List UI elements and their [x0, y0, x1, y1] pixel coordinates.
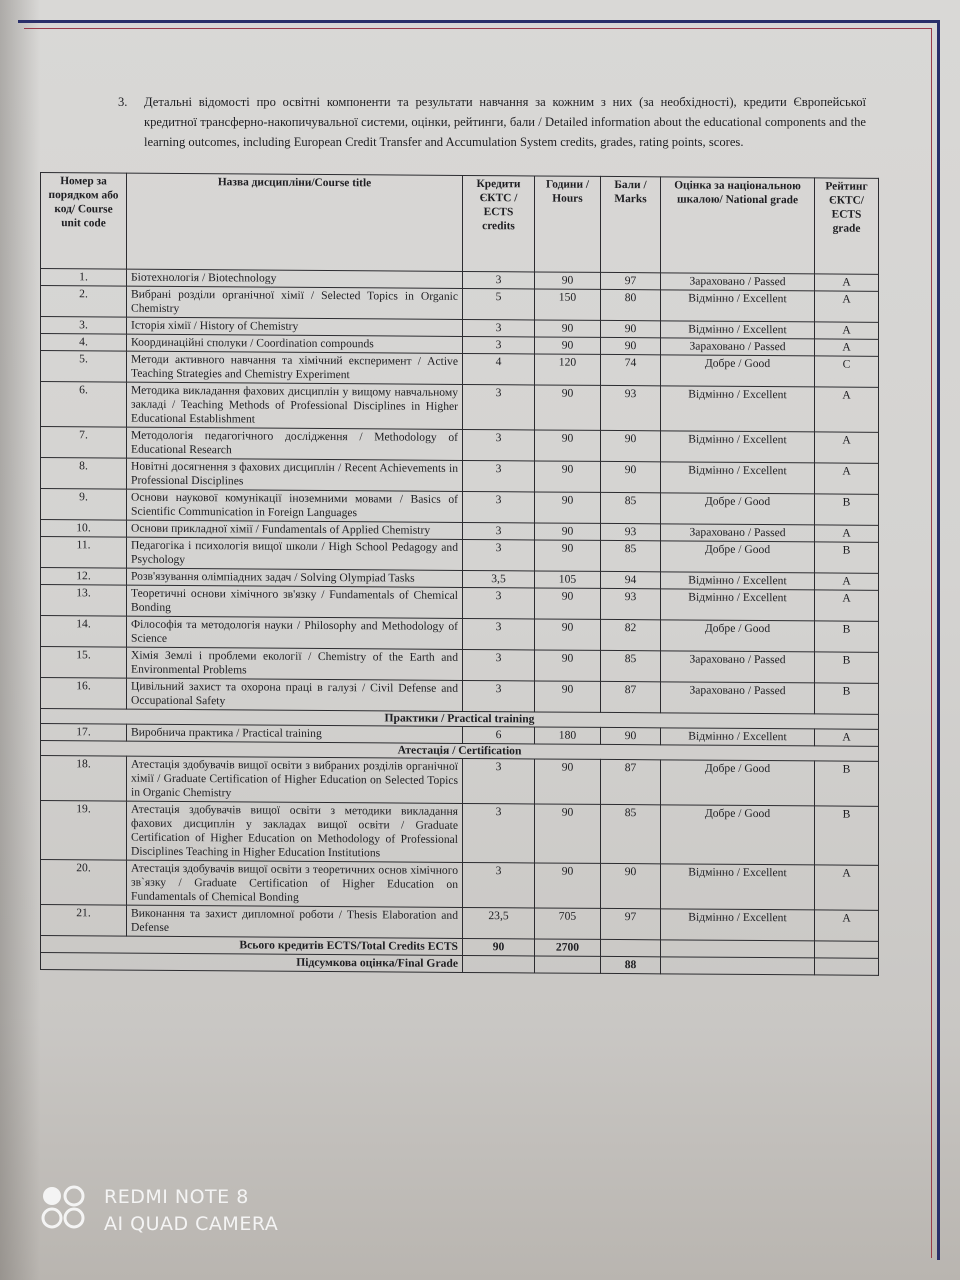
- course-ects-grade: B: [815, 621, 879, 652]
- course-credits: 3: [463, 587, 535, 619]
- course-hours: 90: [535, 863, 601, 908]
- course-title: Атестація здобувачів вищої освіти з теоретичних основ хімічного зв`язку / Graduate Certification of Higher Education on Fundamentals of Chemical Bonding: [127, 860, 463, 907]
- course-title: Історія хімії / History of Chemistry: [127, 317, 463, 336]
- course-title: Новітні досягнення з фахових дисциплін / Recent Achievements in Professional Disciplines: [127, 458, 463, 491]
- course-title: Методологія педагогічного дослідження / Methodology of Educational Research: [127, 427, 463, 460]
- course-credits: 3: [463, 319, 535, 337]
- course-credits: 5: [463, 288, 535, 320]
- course-marks: 90: [601, 461, 661, 492]
- course-national-grade: Зараховано / Passed: [661, 273, 815, 291]
- course-ects-grade: B: [815, 683, 879, 714]
- course-national-grade: Відмінно / Excellent: [661, 431, 815, 463]
- total-hours-value: 2700: [535, 939, 601, 956]
- certification-section-title: Атестація / Certification: [41, 741, 879, 762]
- course-credits: 3: [463, 491, 535, 523]
- course-code: 7.: [41, 427, 127, 459]
- course-title: Виробнича практика / Practical training: [127, 724, 463, 743]
- course-ects-grade: A: [815, 291, 879, 322]
- course-title: Педагогіка і психологія вищої школи / High School Pedagogy and Psychology: [127, 537, 463, 570]
- practice-section-title: Практики / Practical training: [41, 709, 879, 730]
- course-marks: 93: [601, 588, 661, 619]
- course-code: 12.: [41, 568, 127, 586]
- course-credits: 3: [463, 429, 535, 461]
- course-marks: 87: [601, 681, 661, 712]
- course-marks: 90: [601, 337, 661, 354]
- course-marks: 80: [601, 289, 661, 320]
- course-title: Цивільний захист та охорона праці в галузі / Civil Defense and Occupational Safety: [127, 678, 463, 711]
- course-credits: 3: [463, 460, 535, 492]
- course-national-grade: Відмінно / Excellent: [661, 462, 815, 494]
- course-marks: 85: [601, 804, 661, 863]
- course-ects-grade: C: [815, 356, 879, 387]
- header-hours: Години / Hours: [535, 176, 601, 272]
- course-credits: 3: [463, 803, 535, 863]
- course-hours: 90: [535, 461, 601, 492]
- course-ects-grade: A: [815, 729, 879, 746]
- header-credits: Кредити ЄКТС / ECTS credits: [463, 175, 535, 272]
- course-credits: 3: [463, 336, 535, 354]
- course-rows: [41, 269, 879, 715]
- course-national-grade: Зараховано / Passed: [661, 651, 815, 683]
- grades-table: [40, 172, 879, 976]
- final-empty-ects: [815, 958, 879, 975]
- course-ects-grade: A: [815, 432, 879, 463]
- course-national-grade: Відмінно / Excellent: [661, 290, 815, 322]
- course-national-grade: Добре / Good: [661, 760, 815, 806]
- header-national-grade: Оцінка за національною шкалою/ National grade: [661, 177, 815, 274]
- course-marks: 87: [601, 759, 661, 804]
- course-ects-grade: B: [815, 494, 879, 525]
- course-title: Координаційні сполуки / Coordination compounds: [127, 334, 463, 353]
- course-hours: 90: [535, 804, 601, 863]
- course-marks: 90: [601, 727, 661, 744]
- section-description: Детальні відомості про освітні компоненти та результати навчання за кожним з них (за необхідності), кредити Європейської кредитної трансферно-накопичувальної системи, оцінки, рейтинги, бали / Detailed information about the educational components and the learning outcomes, including European Credit Transfer and Accumulation System credits, grades, rating points, scores.: [144, 95, 866, 149]
- table-row: [41, 801, 879, 866]
- course-credits: 23,5: [463, 907, 535, 939]
- course-marks: 94: [601, 571, 661, 588]
- course-code: 18.: [41, 756, 127, 802]
- watermark-camera: AI QUAD CAMERA: [104, 1213, 279, 1235]
- course-credits: 3: [463, 522, 535, 540]
- course-national-grade: Відмінно / Excellent: [661, 321, 815, 339]
- course-marks: 93: [601, 385, 661, 430]
- course-credits: 3: [463, 618, 535, 650]
- course-credits: 3,5: [463, 570, 535, 588]
- course-national-grade: Відмінно / Excellent: [661, 589, 815, 621]
- course-marks: 85: [601, 650, 661, 681]
- total-empty-marks: [601, 939, 661, 956]
- course-code: 13.: [41, 585, 127, 617]
- course-code: 19.: [41, 801, 127, 861]
- course-ects-grade: A: [815, 274, 879, 291]
- course-ects-grade: A: [815, 387, 879, 432]
- course-code: 16.: [41, 678, 127, 710]
- course-hours: 105: [535, 571, 601, 588]
- course-ects-grade: B: [815, 542, 879, 573]
- course-hours: 90: [535, 588, 601, 619]
- watermark-text: [104, 1184, 278, 1238]
- course-national-grade: Добре / Good: [661, 620, 815, 652]
- course-credits: 4: [463, 353, 535, 385]
- course-national-grade: Відмінно / Excellent: [661, 386, 815, 432]
- course-ects-grade: B: [815, 652, 879, 683]
- course-hours: 90: [535, 492, 601, 523]
- final-empty-credits: [463, 955, 535, 973]
- table-row: [41, 860, 879, 911]
- course-national-grade: Добре / Good: [661, 355, 815, 387]
- course-marks: 90: [601, 430, 661, 461]
- course-title: Методи активного навчання та хімічний експеримент / Active Teaching Strategies and Chemistry Experiment: [127, 351, 463, 384]
- course-code: 17.: [41, 724, 127, 742]
- course-title: Основи прикладної хімії / Fundamentals of Applied Chemistry: [127, 520, 463, 539]
- certification-rows: [41, 756, 879, 942]
- final-grade-label: Підсумкова оцінка/Final Grade: [41, 953, 463, 973]
- course-credits: 3: [463, 862, 535, 908]
- course-ects-grade: A: [815, 910, 879, 941]
- course-code: 21.: [41, 905, 127, 937]
- course-title: Хімія Землі і проблеми екології / Chemistry of the Earth and Environmental Problems: [127, 647, 463, 680]
- course-code: 20.: [41, 860, 127, 906]
- course-credits: 3: [463, 758, 535, 804]
- final-empty-national: [661, 957, 815, 975]
- course-title: Атестація здобувачів вищої освіти з методики викладання фахових дисциплін у закладах вищої освіти / Graduate Certification of Higher Education on Methodology of Professional Disciplines Teaching in Higher Education Institutions: [127, 801, 463, 862]
- course-hours: 90: [535, 540, 601, 571]
- course-title: Методика викладання фахових дисциплін у вищому навчальному закладі / Teaching Methods of Professional Disciplines in Higher Educational Establishment: [127, 382, 463, 429]
- total-credits-label: Всього кредитів ECTS/Total Credits ECTS: [41, 936, 463, 956]
- course-national-grade: Зараховано / Passed: [661, 524, 815, 542]
- header-title: Назва дисципліни/Course title: [127, 173, 463, 271]
- course-national-grade: Добре / Good: [661, 805, 815, 865]
- course-ects-grade: A: [815, 573, 879, 590]
- table-row: [41, 382, 879, 433]
- header-code: Номер за порядком або код/ Course unit code: [41, 173, 127, 270]
- course-national-grade: Відмінно / Excellent: [661, 864, 815, 910]
- course-code: 11.: [41, 537, 127, 569]
- section-3-intro: [118, 92, 866, 152]
- course-ects-grade: A: [815, 463, 879, 494]
- course-hours: 90: [535, 337, 601, 354]
- header-marks: Бали / Marks: [601, 176, 661, 272]
- course-hours: 705: [535, 908, 601, 939]
- course-code: 1.: [41, 269, 127, 287]
- course-marks: 85: [601, 540, 661, 571]
- course-marks: 90: [601, 320, 661, 337]
- course-title: Атестація здобувачів вищої освіти з вибраних розділів органічної хімії / Graduate Certification of Higher Education on Selected Topics in Organic Chemistry: [127, 756, 463, 803]
- table-row: [41, 756, 879, 807]
- course-hours: 90: [535, 523, 601, 540]
- final-empty-hours: [535, 956, 601, 973]
- course-title: Біотехнологія / Biotechnology: [127, 269, 463, 288]
- course-marks: 93: [601, 523, 661, 540]
- course-title: Вибрані розділи органічної хімії / Selected Topics in Organic Chemistry: [127, 286, 463, 319]
- course-hours: 90: [535, 385, 601, 430]
- course-code: 8.: [41, 458, 127, 490]
- course-title: Філософія та методологія науки / Philosophy and Methodology of Science: [127, 616, 463, 649]
- total-empty-national: [661, 940, 815, 958]
- total-credits-value: 90: [463, 938, 535, 956]
- total-empty-ects: [815, 941, 879, 958]
- course-code: 15.: [41, 647, 127, 679]
- course-marks: 85: [601, 492, 661, 523]
- course-ects-grade: B: [815, 806, 879, 865]
- course-hours: 90: [535, 320, 601, 337]
- course-hours: 90: [535, 759, 601, 804]
- course-title: Основи наукової комунікації іноземними мовами / Basics of Scientific Communication in Foreign Languages: [127, 489, 463, 522]
- course-code: 6.: [41, 382, 127, 428]
- camera-lens-icon: [40, 1184, 96, 1230]
- final-grade-value: 88: [601, 956, 661, 973]
- course-credits: 3: [463, 271, 535, 289]
- course-ects-grade: A: [815, 865, 879, 910]
- course-ects-grade: B: [815, 761, 879, 806]
- course-ects-grade: A: [815, 525, 879, 542]
- course-marks: 97: [601, 908, 661, 939]
- course-national-grade: Відмінно / Excellent: [661, 728, 815, 746]
- watermark-model: REDMI NOTE 8: [104, 1186, 249, 1208]
- course-code: 10.: [41, 520, 127, 538]
- course-national-grade: Добре / Good: [661, 493, 815, 525]
- course-national-grade: Відмінно / Excellent: [661, 909, 815, 941]
- course-title: Теоретичні основи хімічного зв'язку / Fundamentals of Chemical Bonding: [127, 585, 463, 618]
- course-code: 5.: [41, 351, 127, 383]
- course-hours: 180: [535, 727, 601, 744]
- course-credits: 6: [463, 726, 535, 744]
- course-national-grade: Зараховано / Passed: [661, 682, 815, 714]
- course-national-grade: Добре / Good: [661, 541, 815, 573]
- course-hours: 90: [535, 650, 601, 681]
- course-marks: 82: [601, 619, 661, 650]
- course-credits: 3: [463, 649, 535, 681]
- course-title: Виконання та захист дипломної роботи / Thesis Elaboration and Defense: [127, 905, 463, 938]
- course-hours: 150: [535, 289, 601, 320]
- course-national-grade: Зараховано / Passed: [661, 338, 815, 356]
- course-code: 14.: [41, 616, 127, 648]
- table-header-row: [41, 173, 879, 275]
- course-code: 3.: [41, 317, 127, 335]
- course-hours: 120: [535, 354, 601, 385]
- course-marks: 90: [601, 863, 661, 908]
- course-credits: 3: [463, 384, 535, 430]
- course-code: 4.: [41, 334, 127, 352]
- course-code: 9.: [41, 489, 127, 521]
- course-hours: 90: [535, 430, 601, 461]
- course-title: Розв'язування олімпіадних задач / Solving Olympiad Tasks: [127, 568, 463, 587]
- course-code: 2.: [41, 286, 127, 318]
- course-hours: 90: [535, 272, 601, 289]
- course-ects-grade: A: [815, 322, 879, 339]
- course-hours: 90: [535, 681, 601, 712]
- course-ects-grade: A: [815, 339, 879, 356]
- course-credits: 3: [463, 539, 535, 571]
- course-marks: 74: [601, 354, 661, 385]
- course-marks: 97: [601, 272, 661, 289]
- course-hours: 90: [535, 619, 601, 650]
- course-credits: 3: [463, 680, 535, 712]
- course-national-grade: Відмінно / Excellent: [661, 572, 815, 590]
- section-number: 3.: [118, 95, 128, 109]
- header-ects-grade: Рейтинг ЄКТС/ ECTS grade: [815, 178, 879, 274]
- course-ects-grade: A: [815, 590, 879, 621]
